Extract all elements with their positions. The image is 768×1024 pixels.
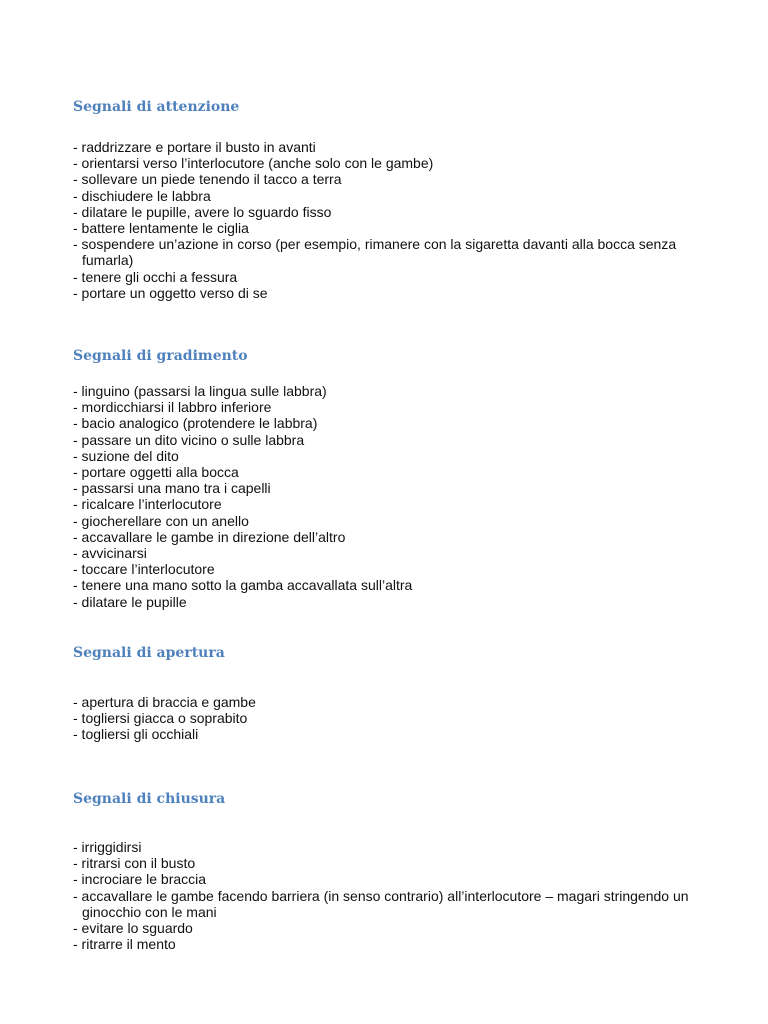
- list-item: - giocherellare con un anello: [73, 512, 249, 529]
- list-item: - accavallare le gambe in direzione dell’altro: [73, 528, 346, 545]
- list-item: - ritrarre il mento: [73, 936, 176, 953]
- list-item: - battere lentamente le ciglia: [73, 220, 249, 237]
- list-gradimento: [73, 383, 713, 610]
- list-item: - ritrarsi con il busto: [73, 855, 196, 872]
- list-item: - ricalcare l’interlocutore: [73, 496, 222, 513]
- list-item: - mordicchiarsi il labbro inferiore: [73, 399, 272, 416]
- list-item: - dilatare le pupille, avere lo sguardo fisso: [73, 203, 332, 220]
- list-item: - toccare l’interlocutore: [73, 561, 215, 578]
- section-title-attenzione: Segnali di attenzione: [73, 99, 240, 115]
- list-item: - portare oggetti alla bocca: [73, 464, 239, 481]
- list-item: - accavallare le gambe facendo barriera (in senso contrario) all’interlocutore – magari stringendo un ginocchio con le mani: [73, 887, 689, 920]
- section-title-gradimento: Segnali di gradimento: [73, 348, 248, 364]
- list-item: - tenere gli occhi a fessura: [73, 268, 238, 285]
- list-item: - togliersi gli occhiali: [73, 726, 199, 743]
- list-item: - passare un dito vicino o sulle labbra: [73, 431, 305, 448]
- list-item: - incrociare le braccia: [73, 871, 207, 888]
- list-item: - portare un oggetto verso di se: [73, 284, 268, 301]
- section-title-apertura: Segnali di apertura: [73, 645, 225, 661]
- list-item: - apertura di braccia e gambe: [73, 694, 256, 710]
- section-title-chiusura: Segnali di chiusura: [73, 791, 226, 807]
- list-item: - togliersi giacca o soprabito: [73, 710, 248, 727]
- list-item: - dischiudere le labbra: [73, 187, 211, 204]
- list-item: - orientarsi verso l’interlocutore (anche solo con le gambe): [73, 155, 434, 172]
- list-item: - linguino (passarsi la lingua sulle labbra): [73, 383, 327, 399]
- list-item: - sollevare un piede tenendo il tacco a terra: [73, 171, 342, 188]
- list-item: - irriggidirsi: [73, 839, 142, 855]
- list-attenzione: [73, 139, 713, 301]
- list-item: - suzione del dito: [73, 447, 179, 464]
- list-item: - dilatare le pupille: [73, 593, 187, 610]
- list-item: - evitare lo sguardo: [73, 920, 193, 937]
- list-chiusura: [73, 839, 713, 952]
- list-item: - bacio analogico (protendere le labbra): [73, 415, 318, 432]
- list-item: - passarsi una mano tra i capelli: [73, 480, 271, 497]
- list-item: - avvicinarsi: [73, 545, 147, 562]
- list-apertura: [73, 694, 713, 743]
- list-item: - raddrizzare e portare il busto in avanti: [73, 139, 316, 155]
- list-item: - sospendere un’azione in corso (per esempio, rimanere con la sigaretta davanti alla bocca senza fumarla): [73, 236, 677, 269]
- list-item: - tenere una mano sotto la gamba accavallata sull’altra: [73, 577, 413, 594]
